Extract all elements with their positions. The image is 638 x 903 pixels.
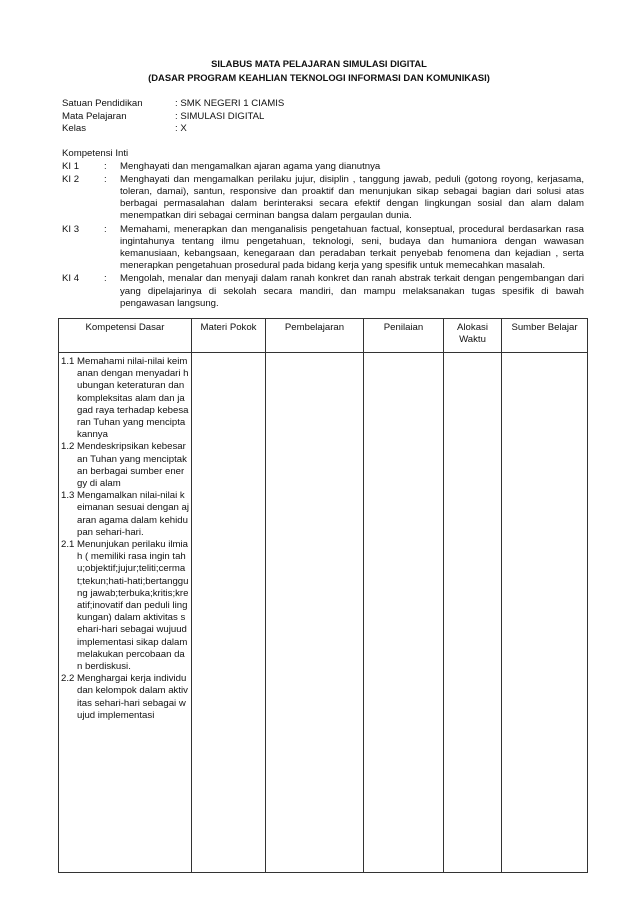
- kompetensi-inti-heading: Kompetensi Inti: [62, 148, 129, 159]
- ki-code: KI 1: [62, 160, 80, 172]
- ki-colon: :: [104, 223, 107, 235]
- column-header-kompetensi-dasar: Kompetensi Dasar: [59, 319, 192, 353]
- document-subtitle: (DASAR PROGRAM KEAHLIAN TEKNOLOGI INFORMASI DAN KOMUNIKASI): [148, 72, 490, 83]
- table-header-row: [59, 319, 588, 353]
- identity-row: [62, 98, 582, 111]
- ki-item: [62, 224, 584, 273]
- cell-penilaian: [364, 353, 444, 873]
- ki-item: [62, 174, 584, 223]
- silabus-table: [58, 318, 588, 873]
- kd-number: 2.1: [61, 539, 75, 551]
- kd-number: 1.2: [61, 441, 75, 453]
- column-header-pembelajaran: Pembelajaran: [266, 319, 364, 353]
- list-item: [61, 539, 189, 673]
- list-item: [61, 441, 189, 490]
- identity-value: : SIMULASI DIGITAL: [175, 110, 265, 122]
- identity-row: [62, 123, 582, 136]
- kd-number: 1.3: [61, 490, 75, 502]
- ki-code: KI 4: [62, 273, 80, 285]
- identity-row: [62, 111, 582, 124]
- column-header-materi-pokok: Materi Pokok: [192, 319, 266, 353]
- kd-text: Mendeskripsikan kebesaran Tuhan yang menciptakan berbagai sumber energy di alam: [77, 441, 187, 490]
- kd-text: Memahami nilai-nilai keimanan dengan menyadari hubungan keteraturan dan kompleksitas alam dan jagad raya terhadap kebesaran Tuhan yang menciptakannya: [77, 356, 189, 441]
- ki-colon: :: [104, 160, 107, 172]
- kompetensi-inti-block: [62, 148, 584, 311]
- list-item: [61, 673, 189, 722]
- ki-text: Mengolah, menalar dan menyaji dalam ranah konkret dan ranah abstrak terkait dengan pengembangan dari yang dipelajarinya di sekolah secara mandiri, dan mampu melaksanakan tugas spesifik di bawah pengawasan langsung.: [120, 273, 584, 309]
- kd-text: Menunjukan perilaku ilmiah ( memiliki rasa ingin tahu;objektif;jujur;teliti;cermat;tekun;hati-hati;bertanggung jawab;terbuka;kritis;kreatif;inovatif dan peduli lingkungan) dalam aktivitas sehari-hari sebagai wujuud implementasi sikap dalam melakukan percobaan dan berdiskusi.: [77, 539, 189, 673]
- ki-text: Memahami, menerapkan dan menganalisis pengetahuan factual, konseptual, procedural berdasarkan rasa ingintahunya tentang ilmu pengetahuan, teknologi, seni, budaya dan humaniora dengan wawasan kemanusiaan, kebangsaan, kenegaraan dan peradaban terkait penyebab fenomena dan kejadian , serta menerapkan pengetahuan prosedural pada bidang kerja yang spesifik untuk memecahkan masalah.: [120, 223, 584, 272]
- kd-text: Mengamalkan nilai-nilai keimanan sesuai dengan ajaran agama dalam kehidupan sehari-hari.: [77, 490, 190, 538]
- cell-materi-pokok: [192, 353, 266, 873]
- cell-pembelajaran: [266, 353, 364, 873]
- ki-text: Menghayati dan mengamalkan perilaku jujur, disiplin , tanggung jawab, peduli (gotong royong, kerjasama, toleran, damai), santun, responsive dan proaktif dan menunjukan sikap sebagai bagian dari solusi atas berbagai permasalahan dalam berinteraksi secara efektif dengan lingkungan sosial dan alam dalam menempatkan diri sebagai cerminan bangsa dalam pergaulan dunia.: [120, 173, 584, 222]
- table-row: [59, 353, 588, 873]
- ki-text: Menghayati dan mengamalkan ajaran agama yang dianutnya: [120, 160, 381, 172]
- identity-value: : SMK NEGERI 1 CIAMIS: [175, 98, 285, 109]
- list-item: [61, 356, 189, 441]
- kd-text: Menghargai kerja individu dan kelompok dalam aktivitas sehari-hari sebagai wujud implementasi: [77, 673, 188, 721]
- kd-number: 1.1: [61, 356, 75, 367]
- identity-label: Kelas: [62, 123, 86, 135]
- identity-label: Satuan Pendidikan: [62, 98, 143, 109]
- cell-sumber-belajar: [502, 353, 588, 873]
- cell-alokasi-waktu: [444, 353, 502, 873]
- cell-kompetensi-dasar: [59, 353, 192, 873]
- document-title: SILABUS MATA PELAJARAN SIMULASI DIGITAL: [211, 58, 427, 69]
- identity-label: Mata Pelajaran: [62, 110, 127, 122]
- ki-colon: :: [104, 173, 107, 185]
- ki-colon: :: [104, 273, 107, 285]
- list-item: [61, 490, 189, 539]
- identity-value: : X: [175, 123, 187, 135]
- ki-item: [62, 161, 584, 173]
- identity-block: [62, 98, 582, 136]
- ki-item: [62, 273, 584, 310]
- column-header-sumber-belajar: Sumber Belajar: [502, 319, 588, 353]
- column-header-penilaian: Penilaian: [364, 319, 444, 353]
- kd-number: 2.2: [61, 673, 75, 685]
- ki-code: KI 2: [62, 173, 80, 185]
- ki-code: KI 3: [62, 223, 80, 235]
- column-header-alokasi-waktu: Alokasi Waktu: [444, 319, 502, 353]
- kompetensi-dasar-list: [61, 356, 189, 722]
